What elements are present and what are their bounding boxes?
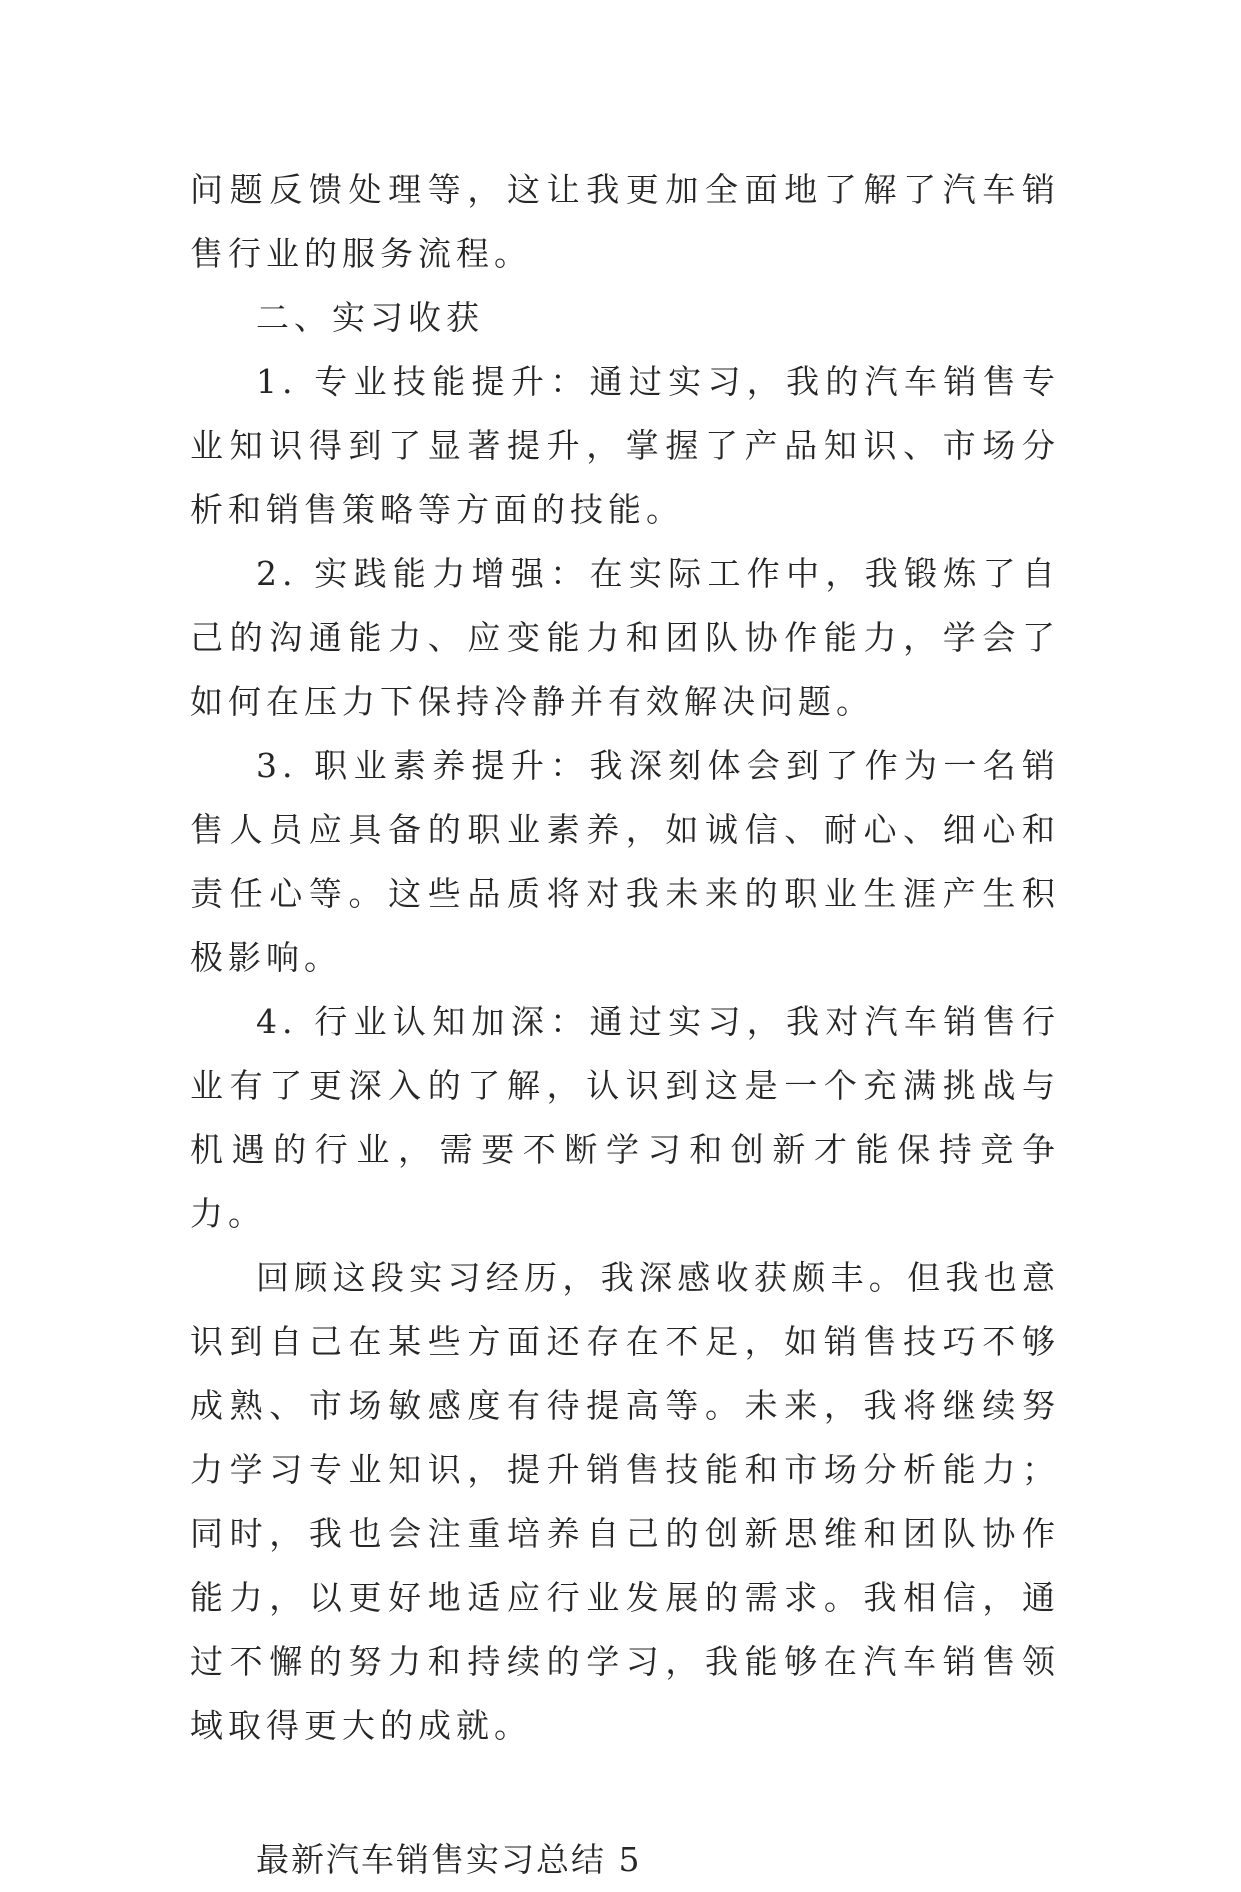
next-section-title: 最新汽车销售实习总结 5 — [256, 1840, 642, 1879]
section-heading-internship-gains: 二、实习收获 — [256, 298, 484, 337]
list-item-professional-quality: 3. 职业素养提升：我深刻体会到了作为一名销售人员应具备的职业素养，如诚信、耐心、细心和责任心等。这些品质将对我未来的职业生涯产生积极影响。 — [190, 746, 1060, 977]
list-item-industry-awareness: 4. 行业认知加深：通过实习，我对汽车销售行业有了更深入的了解，认识到这是一个充满挑战与机遇的行业，需要不断学习和创新才能保持竞争力。 — [190, 1002, 1060, 1233]
document-body — [190, 158, 1060, 1892]
list-item-professional-skills: 1. 专业技能提升：通过实习，我的汽车销售专业知识得到了显著提升，掌握了产品知识、市场分析和销售策略等方面的技能。 — [190, 362, 1060, 529]
list-item-practical-ability: 2. 实践能力增强：在实际工作中，我锻炼了自己的沟通能力、应变能力和团队协作能力，学会了如何在压力下保持冷静并有效解决问题。 — [190, 554, 1060, 721]
paragraph-continuation: 问题反馈处理等，这让我更加全面地了解了汽车销售行业的服务流程。 — [190, 170, 1060, 273]
paragraph-review: 回顾这段实习经历，我深感收获颇丰。但我也意识到自己在某些方面还存在不足，如销售技巧不够成熟、市场敏感度有待提高等。未来，我将继续努力学习专业知识，提升销售技能和市场分析能力；同时，我也会注重培养自己的创新思维和团队协作能力，以更好地适应行业发展的需求。我相信，通过不懈的努力和持续的学习，我能够在汽车销售领域取得更大的成就。 — [190, 1258, 1060, 1745]
